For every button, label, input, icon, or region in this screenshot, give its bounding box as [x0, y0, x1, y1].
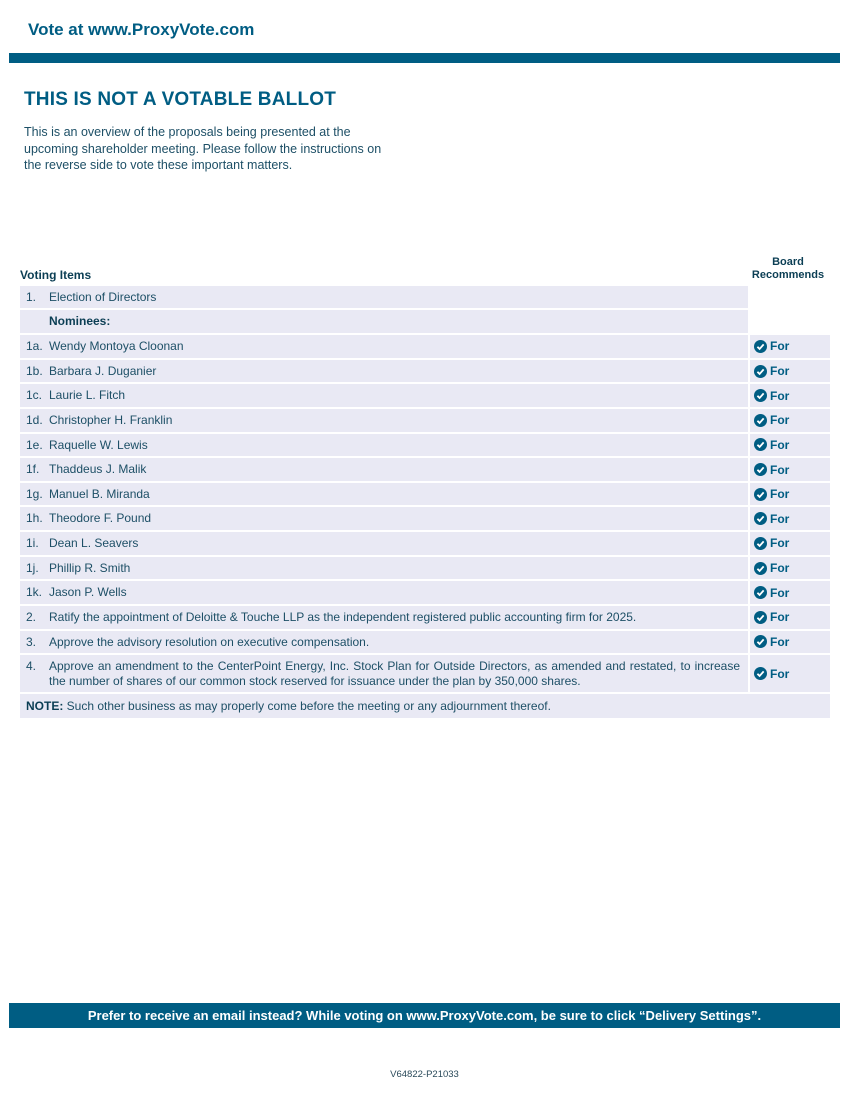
voting-item-cell — [20, 384, 748, 407]
board-recommendation-cell — [750, 310, 830, 333]
row-number: 1i. — [26, 536, 39, 551]
table-row — [20, 335, 830, 358]
voting-items-table — [20, 256, 830, 719]
voting-item-cell — [20, 458, 748, 481]
email-preference-banner: Prefer to receive an email instead? While voting on www.ProxyVote.com, be sure to click “Delivery Settings”. — [9, 1003, 840, 1028]
check-circle-icon — [754, 463, 767, 476]
row-number: 1e. — [26, 437, 43, 452]
board-recommends-line-2: Recommends — [751, 268, 825, 281]
table-row — [20, 384, 830, 407]
check-circle-icon — [754, 611, 767, 624]
check-circle-icon — [754, 438, 767, 451]
check-circle-icon — [754, 586, 767, 599]
voting-item-cell — [20, 286, 748, 309]
row-text: Ratify the appointment of Deloitte & Touche LLP as the independent registered public accounting firm for 2025. — [49, 609, 637, 624]
row-text: Dean L. Seavers — [49, 536, 139, 551]
table-header — [20, 256, 830, 286]
recommendation-label: For — [770, 339, 790, 354]
check-circle-icon — [754, 365, 767, 378]
table-row — [20, 360, 830, 383]
row-number: 4. — [26, 659, 37, 674]
row-number: 1b. — [26, 363, 43, 378]
table-row — [20, 631, 830, 654]
table-row — [20, 557, 830, 580]
recommendation-label: For — [770, 437, 790, 452]
row-number: 1f. — [26, 462, 40, 477]
row-number: 1c. — [26, 388, 43, 403]
header-divider-bar — [9, 53, 840, 63]
table-row — [20, 310, 830, 333]
check-circle-icon — [754, 414, 767, 427]
table-rows — [20, 286, 830, 693]
recommendation-label: For — [770, 388, 790, 403]
row-text: Approve an amendment to the CenterPoint Energy, Inc. Stock Plan for Outside Directors, as amended and restated, to increase the number of shares of our common stock reserved for issuance under the plan by 350,000 shares. — [49, 659, 740, 688]
voting-item-cell — [20, 507, 748, 530]
recommendation-label: For — [770, 536, 790, 551]
recommendation-label: For — [770, 585, 790, 600]
voting-item-cell — [20, 606, 748, 629]
intro-paragraph — [24, 124, 825, 174]
check-circle-icon — [754, 635, 767, 648]
voting-items-label: Voting Items — [20, 267, 92, 282]
row-number: 3. — [26, 634, 37, 649]
row-text: Wendy Montoya Cloonan — [49, 339, 184, 354]
row-number: 1k. — [26, 585, 43, 600]
voting-item-cell — [20, 581, 748, 604]
intro-line-2: upcoming shareholder meeting. Please follow the instructions on — [24, 141, 382, 156]
table-row — [20, 434, 830, 457]
row-number: 1h. — [26, 511, 43, 526]
row-text: Nominees: — [49, 314, 111, 329]
board-recommendation-cell — [750, 434, 830, 457]
board-recommendation-cell — [750, 532, 830, 555]
note-label: NOTE: — [26, 699, 64, 714]
table-row — [20, 409, 830, 432]
table-row — [20, 286, 830, 309]
vote-url-header: Vote at www.ProxyVote.com — [28, 20, 255, 39]
voting-item-cell — [20, 434, 748, 457]
recommendation-label: For — [770, 666, 790, 681]
table-row — [20, 655, 830, 692]
check-circle-icon — [754, 512, 767, 525]
board-recommendation-cell — [750, 631, 830, 654]
voting-item-cell — [20, 532, 748, 555]
board-recommends-line-1: Board — [772, 255, 804, 268]
board-recommendation-cell — [750, 581, 830, 604]
row-text: Thaddeus J. Malik — [49, 462, 147, 477]
table-row — [20, 606, 830, 629]
check-circle-icon — [754, 667, 767, 680]
board-recommendation-cell — [750, 655, 830, 692]
voting-item-cell — [20, 409, 748, 432]
board-recommendation-cell — [750, 335, 830, 358]
recommendation-label: For — [770, 364, 790, 378]
board-recommendation-cell — [750, 606, 830, 629]
table-row — [20, 458, 830, 481]
voting-item-cell — [20, 335, 748, 358]
recommendation-label: For — [770, 610, 790, 625]
check-circle-icon — [754, 488, 767, 501]
row-text: Phillip R. Smith — [49, 560, 131, 575]
row-text: Raquelle W. Lewis — [49, 437, 148, 452]
row-text: Approve the advisory resolution on executive compensation. — [49, 634, 370, 649]
check-circle-icon — [754, 389, 767, 402]
voting-item-cell — [20, 557, 748, 580]
table-row — [20, 507, 830, 530]
row-number: 1j. — [26, 560, 39, 575]
recommendation-label: For — [770, 413, 790, 428]
board-recommendation-cell — [750, 409, 830, 432]
row-number: 2. — [26, 609, 37, 624]
recommendation-label: For — [770, 561, 790, 575]
board-recommendation-cell — [750, 384, 830, 407]
row-number: 1a. — [26, 339, 43, 354]
board-recommendation-cell — [750, 507, 830, 530]
row-text: Election of Directors — [49, 289, 157, 304]
row-text: Jason P. Wells — [49, 585, 127, 600]
voting-item-cell — [20, 360, 748, 383]
intro-line-1: This is an overview of the proposals being presented at the — [24, 125, 351, 139]
row-number: 1d. — [26, 412, 43, 427]
board-recommendation-cell — [750, 458, 830, 481]
table-row — [20, 532, 830, 555]
note-row — [20, 694, 830, 718]
check-circle-icon — [754, 537, 767, 550]
board-recommendation-cell — [750, 286, 830, 309]
recommendation-label: For — [770, 634, 790, 649]
table-row — [20, 483, 830, 506]
recommendation-label: For — [770, 511, 790, 526]
voting-item-cell — [20, 483, 748, 506]
row-text: Christopher H. Franklin — [49, 412, 173, 427]
recommendation-label: For — [770, 487, 790, 502]
row-text: Barbara J. Duganier — [49, 363, 157, 378]
row-text: Manuel B. Miranda — [49, 486, 150, 501]
board-recommends-label — [746, 256, 830, 282]
note-text: Such other business as may properly come before the meeting or any adjournment thereof. — [63, 699, 551, 714]
row-number: 1g. — [26, 486, 43, 501]
recommendation-label: For — [770, 462, 790, 477]
page-title: THIS IS NOT A VOTABLE BALLOT — [24, 89, 337, 110]
voting-item-cell — [20, 310, 748, 333]
check-circle-icon — [754, 340, 767, 353]
voting-item-cell — [20, 631, 748, 654]
intro-line-3: the reverse side to vote these important matters. — [24, 158, 293, 173]
row-text: Laurie L. Fitch — [49, 388, 126, 403]
document-code: V64822-P21033 — [390, 1069, 459, 1080]
board-recommendation-cell — [750, 360, 830, 383]
row-number: 1. — [26, 289, 37, 304]
check-circle-icon — [754, 562, 767, 575]
board-recommendation-cell — [750, 483, 830, 506]
board-recommendation-cell — [750, 557, 830, 580]
voting-item-cell — [20, 655, 748, 692]
table-row — [20, 581, 830, 604]
row-text: Theodore F. Pound — [49, 511, 152, 526]
